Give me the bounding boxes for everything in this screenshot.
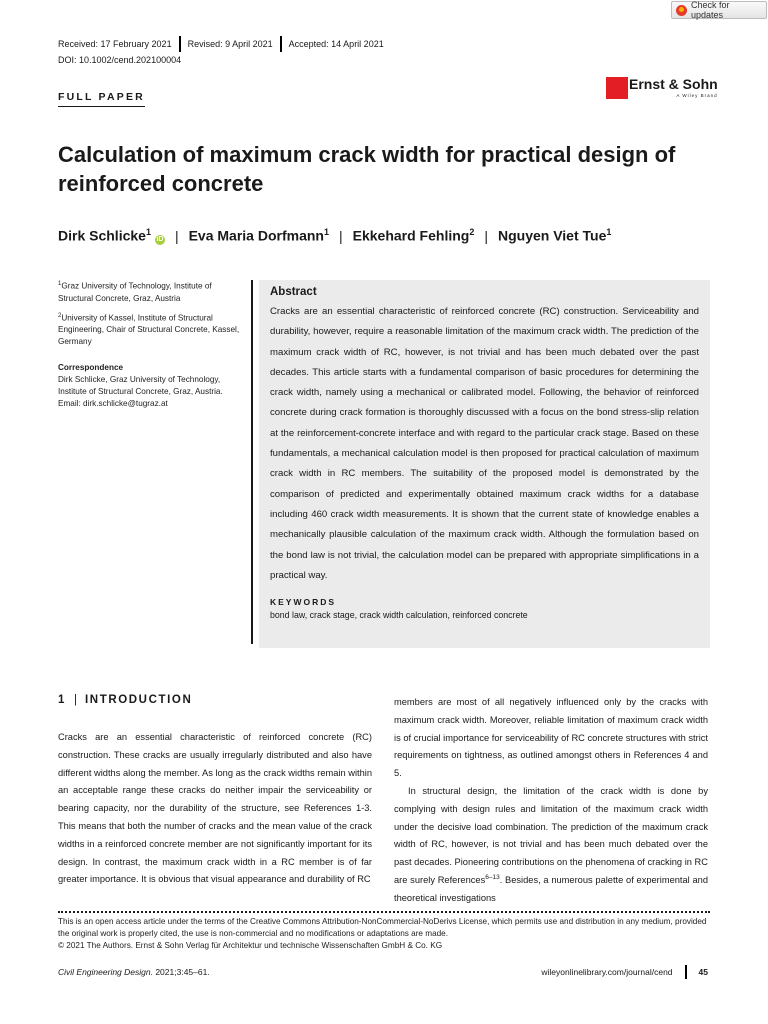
- paper-type: FULL PAPER: [58, 91, 145, 107]
- accepted-date: Accepted: 14 April 2021: [288, 39, 384, 49]
- abstract-heading: Abstract: [270, 286, 317, 298]
- journal-url[interactable]: wileyonlinelibrary.com/journal/cend: [541, 967, 673, 977]
- author-separator: |: [338, 227, 343, 244]
- abstract-box: [259, 280, 710, 648]
- affiliation: $^2$University of Kassel, Institute of Structural Engineering, Chair of Structural Concrete, Kassel, Germany: [58, 312, 240, 347]
- author-separator: |: [174, 227, 179, 244]
- author-separator: |: [484, 227, 488, 244]
- check-for-updates-label: Check for updates: [691, 0, 730, 20]
- update-icon: [676, 5, 687, 16]
- publisher-name: Ernst & Sohn: [629, 76, 718, 92]
- keywords: bond law, crack stage, crack width calculation, reinforced concrete: [270, 610, 528, 621]
- author-list: [58, 227, 611, 245]
- page-number: 45: [698, 967, 708, 977]
- copyright-text: © 2021 The Authors. Ernst & Sohn Verlag für Architektur und technische Wissenschaften GmbH & Co. KG: [58, 941, 443, 950]
- paragraph: Cracks are an essential characteristic of reinforced concrete (RC) construction. These cracks are usually irregularly distributed and also have different widths along the member. As long as the crack widths remain within an acceptable range these cracks do neither impair the serviceability or bearing capacity, nor the durability of the structure, see References 1-3. This means that both the number of cracks and the mean value of the crack widths in a reinforced concrete member are not significantly important for its design. In contrast, the maximum crack width in a RC member is of far greater importance. It is obvious that visual appearance and durability of RC: [58, 732, 373, 885]
- correspondence-heading: Correspondence: [58, 363, 124, 373]
- footnote-divider: [58, 911, 710, 913]
- article-history: [58, 38, 391, 50]
- keywords-heading: KEYWORDS: [270, 597, 337, 608]
- author[interactable]: Dirk Schlicke$^1$: [58, 227, 151, 244]
- author[interactable]: Eva Maria Dorfmann$^1$: [188, 227, 329, 244]
- section-heading: 1 | INTRODUCTION: [58, 694, 193, 706]
- journal-citation: Civil Engineering Design. 2021;3:45–61.: [58, 967, 210, 977]
- affiliations: [58, 278, 244, 415]
- publisher-logo: [606, 77, 718, 99]
- author[interactable]: Ekkehard Fehling$^2$: [352, 227, 475, 244]
- body-column-left: [58, 729, 372, 889]
- received-date: Received: 17 February 2021: [58, 39, 172, 49]
- page-footer: [541, 967, 708, 977]
- logo-mark: [606, 77, 628, 99]
- check-for-updates-button[interactable]: [671, 1, 767, 19]
- publisher-tagline: A Wiley Brand: [676, 93, 718, 98]
- license-text: This is an open access article under the terms of the Creative Commons Attribution-NonCommercial-NoDerivs License, which permits use and distribution in any medium, provided the original work is properly cited, the use is non-commercial and no modifications or adaptations are made.: [58, 917, 707, 938]
- paragraph: In structural design, the limitation of the crack width is done by complying with design rules and limitation of the maximum crack width under the decisive load combination. The prediction of the maximum crack width of RC, however, is not trivial and has been much debated over the past decades. Pioneering contributions on the phenomena of cracking in RC are surely References$^{6-13}$. Besides, a numerous palette of experimental and theoretical investigations: [394, 785, 708, 903]
- orcid-icon[interactable]: iD: [156, 235, 164, 243]
- doi[interactable]: DOI: 10.1002/cend.202100004: [58, 55, 182, 65]
- affiliation: $^1$Graz University of Technology, Institute of Structural Concrete, Graz, Austria: [58, 281, 212, 303]
- correspondence-text: Dirk Schlicke, Graz University of Technology, Institute of Structural Concrete, Graz, Austria. Email: dirk.schlicke@tugraz.at: [58, 375, 223, 409]
- divider: [685, 965, 687, 979]
- page-title: Calculation of maximum crack width for practical design of reinforced concrete: [58, 142, 676, 196]
- body-column-right: [394, 694, 708, 908]
- license-note: [58, 916, 710, 952]
- abstract-divider: [251, 280, 253, 644]
- author[interactable]: Nguyen Viet Tue$^1$: [497, 227, 612, 244]
- revised-date: Revised: 9 April 2021: [187, 39, 273, 49]
- abstract-text: Cracks are an essential characteristic of reinforced concrete (RC) construction. Serviceability and durability, however, require a reasonable limitation of the maximum crack width. The prediction of the maximum crack width of RC, however, is not trivial and has been much debated over the past decades. This article starts with a fundamental comparison of basic procedures for determining the crack width, namely using a mechanical or calibrated model. Following, the behavior of reinforced concrete during crack formation is thoroughly discussed with a focus on the bond stress-slip relation at the reinforcement-concrete interface and with regard to the particular crack stage. Based on these fundamentals, a mechanical calculation model is then proposed for practical calculation of maximum crack width in RC members. The suitability of the proposed model is demonstrated by the comparison of predicted and experimentally obtained maximum crack widths for a database including 460 crack width measurements. It is shown that the current state of knowledge enables a mechanically plausible calculation of the maximum crack width. Although the formulation based on the bond law is not trivial, the calculation model can be prepared with appropriate simplifications in a practical way.: [270, 306, 699, 581]
- paragraph: members are most of all negatively influenced only by the cracks with maximum crack width. Moreover, reliable limitation of maximum crack width is of crucial importance for serviceability of RC concrete structures with strict requirements on tightness, as outlined amongst others in References 4 and 5.: [394, 697, 708, 779]
